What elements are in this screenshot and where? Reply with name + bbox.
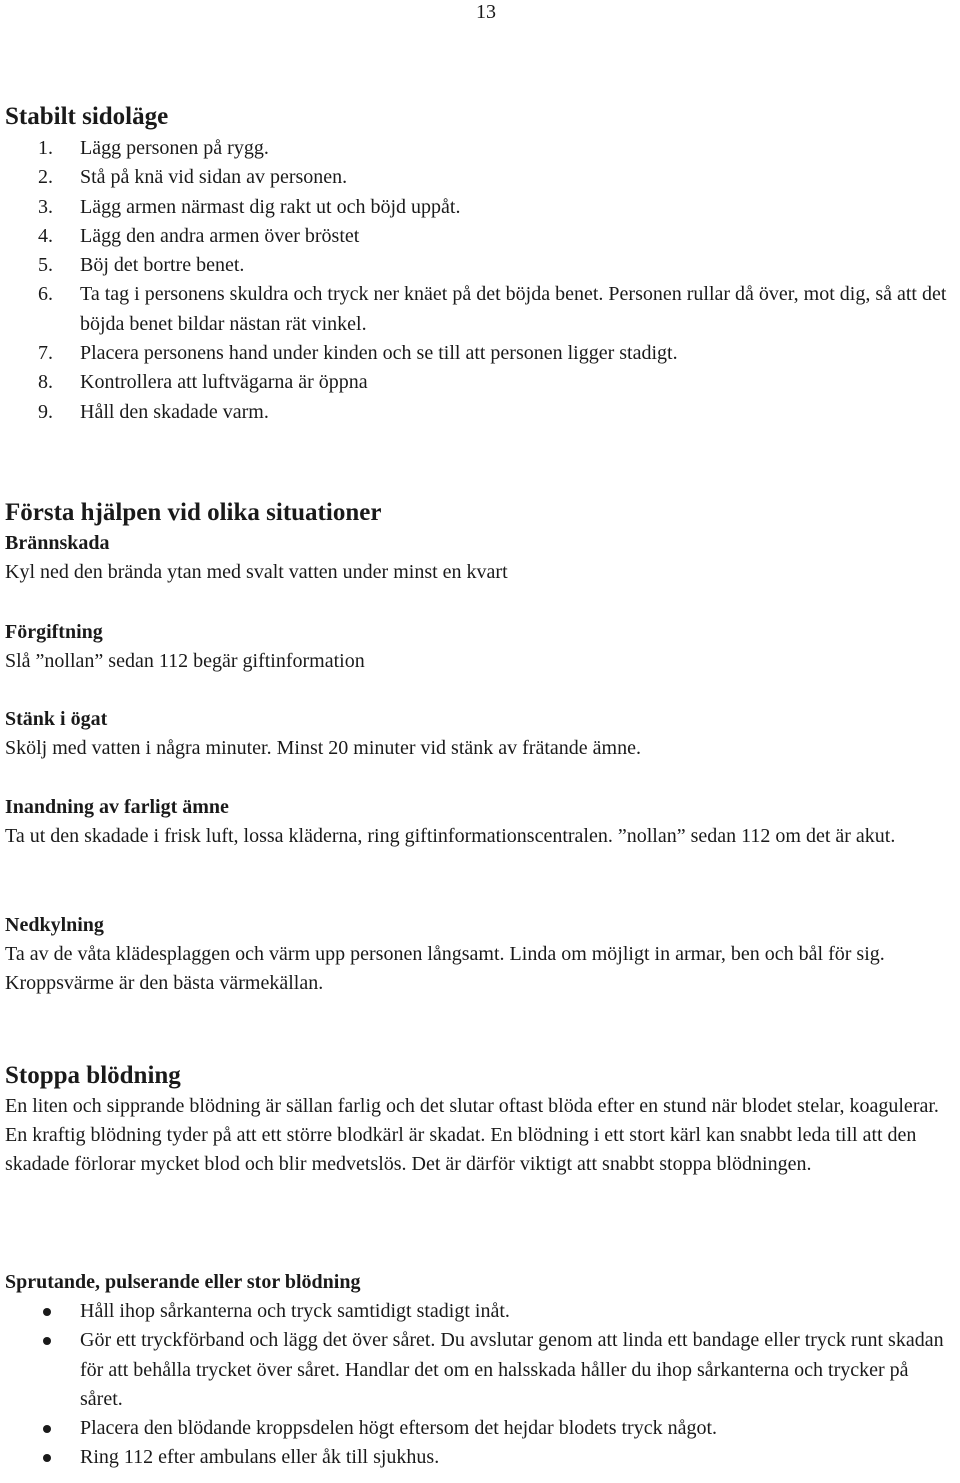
list-number: 4. — [38, 224, 53, 247]
page-number: 13 — [476, 1, 496, 23]
subheading-inandning: Inandning av farligt ämne — [5, 796, 229, 818]
list-item-text: Lägg armen närmast dig rakt ut och böjd uppåt. — [80, 195, 461, 218]
list-item — [5, 1326, 955, 1414]
list-number: 6. — [38, 283, 53, 306]
list-item-text: Stå på knä vid sidan av personen. — [80, 166, 348, 189]
list-number: 8. — [38, 371, 53, 394]
list-item-text: Håll den skadade varm. — [80, 400, 269, 423]
list-item-text: Ta tag i personens skuldra och tryck ner knäet på det böjda benet. Personen rullar då över, mot dig, så att det böjda benet bildar nästan rät vinkel. — [80, 283, 947, 335]
list-item-text: Lägg personen på rygg. — [80, 137, 269, 159]
subheading-forgiftning: Förgiftning — [5, 621, 103, 643]
subheading-sprutande: Sprutande, pulserande eller stor blödning — [5, 1271, 361, 1293]
list-item — [5, 339, 955, 368]
list-item-text: Gör ett tryckförband och lägg det över såret. Du avslutar genom att linda ett bandage eller tryck runt skadan för att behålla trycket över såret. Handlar det om en halsskada håller du ihop sårkanterna och trycker på såret. — [80, 1329, 944, 1410]
section-heading: Första hjälpen vid olika situationer — [5, 499, 382, 526]
subsection-inandning — [5, 793, 955, 851]
list-item — [5, 1297, 955, 1326]
subsection-nedkylning — [5, 911, 955, 998]
bullet-icon — [43, 1337, 51, 1345]
paragraph: En liten och sipprande blödning är sällan farlig och det slutar oftast blöda efter en stund när blodet stelar, koagulerar. — [5, 1095, 939, 1117]
bullet-icon — [43, 1425, 51, 1433]
paragraph: Slå ”nollan” sedan 112 begär giftinformation — [5, 650, 365, 672]
list-item-text: Håll ihop sårkanterna och tryck samtidigt stadigt inåt. — [80, 1300, 510, 1322]
section-forsta-hjalpen — [5, 497, 955, 587]
list-item-text: Ring 112 efter ambulans eller åk till sjukhus. — [80, 1446, 440, 1469]
paragraph: Skölj med vatten i några minuter. Minst 20 minuter vid stänk av frätande ämne. — [5, 737, 641, 759]
list-item-text: Böj det bortre benet. — [80, 254, 245, 277]
section-stoppa-blodning — [5, 1060, 955, 1179]
subheading-stank-i-ogat: Stänk i ögat — [5, 708, 108, 730]
bullet-icon — [43, 1454, 51, 1462]
bullet-list — [5, 1297, 955, 1473]
list-item — [5, 280, 955, 339]
list-item-text: Kontrollera att luftvägarna är öppna — [80, 371, 368, 394]
list-item — [5, 398, 955, 427]
subsection-forgiftning — [5, 618, 955, 676]
section-heading: Stabilt sidoläge — [5, 103, 169, 130]
paragraph: Ta av de våta klädesplaggen och värm upp personen långsamt. Linda om möjligt in armar, ben och bål för sig. Kroppsvärme är den bästa värmekällan. — [5, 943, 885, 994]
subheading-nedkylning: Nedkylning — [5, 914, 104, 936]
list-number: 5. — [38, 254, 53, 277]
list-item — [5, 193, 955, 222]
list-number: 9. — [38, 400, 53, 423]
section-stabilt-sidolage — [5, 101, 955, 427]
list-item-text: Lägg den andra armen över bröstet — [80, 224, 360, 247]
bullet-icon — [43, 1308, 51, 1316]
list-item — [5, 1414, 955, 1443]
list-item — [5, 163, 955, 192]
subsection-sprutande — [5, 1268, 955, 1473]
list-number: 1. — [38, 137, 53, 159]
list-item — [5, 134, 955, 163]
list-number: 2. — [38, 166, 53, 189]
list-item-text: Placera personens hand under kinden och se till att personen ligger stadigt. — [80, 342, 678, 365]
subheading-brannskada: Brännskada — [5, 532, 110, 554]
list-item — [5, 368, 955, 397]
section-heading: Stoppa blödning — [5, 1062, 181, 1089]
list-item — [5, 251, 955, 280]
list-item — [5, 1443, 955, 1472]
list-number: 7. — [38, 342, 53, 365]
paragraph: Kyl ned den brända ytan med svalt vatten under minst en kvart — [5, 561, 508, 583]
subsection-stank-i-ogat — [5, 705, 955, 763]
paragraph: Ta ut den skadade i frisk luft, lossa kläderna, ring giftinformationscentralen. ”nollan” sedan 112 om det är akut. — [5, 825, 896, 847]
paragraph: En kraftig blödning tyder på att ett större blodkärl är skadat. En blödning i ett stort kärl kan snabbt leda till att den skadade förlorar mycket blod och blir medvetslös. Det är därför viktigt att snabbt stoppa blödningen. — [5, 1124, 917, 1175]
list-item-text: Placera den blödande kroppsdelen högt eftersom det hejdar blodets tryck något. — [80, 1417, 718, 1440]
list-item — [5, 222, 955, 251]
steps-list — [5, 134, 955, 427]
list-number: 3. — [38, 195, 53, 218]
